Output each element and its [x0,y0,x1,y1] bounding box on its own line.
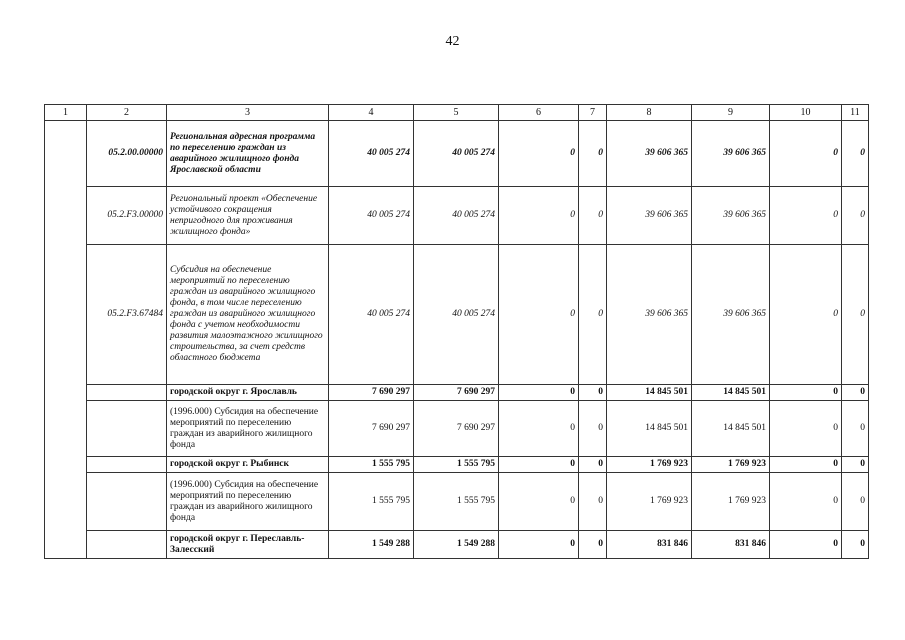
item-name: Региональная адресная программа по переселению граждан из аварийного жилищного фонда Ярославской области [167,121,329,187]
budget-code: 05.2.00.00000 [87,121,167,187]
amount-cell: 0 [499,531,579,559]
table-row [45,245,869,385]
amount-cell: 0 [770,187,842,245]
table-row [45,121,869,187]
budget-code [87,531,167,559]
column-header: 1 [45,105,87,121]
amount-cell: 0 [842,473,869,531]
amount-cell: 7 690 297 [329,401,414,457]
table-row [45,531,869,559]
amount-cell: 0 [579,187,607,245]
column-header: 4 [329,105,414,121]
table-row [45,473,869,531]
amount-cell: 0 [770,457,842,473]
amount-cell: 14 845 501 [607,401,692,457]
amount-cell: 39 606 365 [692,121,770,187]
amount-cell: 0 [770,385,842,401]
amount-cell: 40 005 274 [329,121,414,187]
budget-table [44,104,869,559]
column-header: 3 [167,105,329,121]
table-row [45,187,869,245]
amount-cell: 0 [770,531,842,559]
amount-cell: 39 606 365 [607,121,692,187]
column-header: 9 [692,105,770,121]
amount-cell: 14 845 501 [692,385,770,401]
table-row [45,385,869,401]
table-row [45,401,869,457]
table-body [45,105,869,559]
column-header: 6 [499,105,579,121]
amount-cell: 0 [770,245,842,385]
item-name: Субсидия на обеспечение мероприятий по переселению граждан из аварийного жилищного фонда, в том числе переселению граждан из аварийного жилищного фонда с учетом необходимости развития малоэтажного жилищного строительства, за счет средств областного бюджета [167,245,329,385]
item-name: городской округ г. Ярославль [167,385,329,401]
amount-cell: 0 [770,121,842,187]
column-header: 8 [607,105,692,121]
amount-cell: 1 769 923 [607,473,692,531]
amount-cell: 0 [579,401,607,457]
amount-cell: 1 555 795 [414,473,499,531]
amount-cell: 0 [842,121,869,187]
amount-cell: 0 [770,401,842,457]
budget-code: 05.2.F3.00000 [87,187,167,245]
budget-code: 05.2.F3.67484 [87,245,167,385]
amount-cell: 1 549 288 [329,531,414,559]
amount-cell: 39 606 365 [607,187,692,245]
item-name: (1996.000) Субсидия на обеспечение мероприятий по переселению граждан из аварийного жилищного фонда [167,473,329,531]
item-name: (1996.000) Субсидия на обеспечение мероприятий по переселению граждан из аварийного жилищного фонда [167,401,329,457]
row-number-cell [45,121,87,559]
amount-cell: 1 555 795 [414,457,499,473]
amount-cell: 1 555 795 [329,473,414,531]
item-name: городской округ г. Переславль-Залесский [167,531,329,559]
amount-cell: 831 846 [607,531,692,559]
amount-cell: 7 690 297 [414,385,499,401]
amount-cell: 0 [499,401,579,457]
page-number: 42 [445,34,460,49]
amount-cell: 39 606 365 [692,187,770,245]
amount-cell: 1 769 923 [692,473,770,531]
amount-cell: 40 005 274 [329,187,414,245]
amount-cell: 0 [499,385,579,401]
amount-cell: 0 [842,245,869,385]
amount-cell: 0 [579,457,607,473]
column-header: 2 [87,105,167,121]
amount-cell: 7 690 297 [329,385,414,401]
amount-cell: 14 845 501 [607,385,692,401]
amount-cell: 0 [579,245,607,385]
budget-code [87,473,167,531]
amount-cell: 1 549 288 [414,531,499,559]
table-row [45,457,869,473]
amount-cell: 0 [499,245,579,385]
column-header: 11 [842,105,869,121]
budget-code [87,457,167,473]
amount-cell: 0 [842,457,869,473]
budget-code [87,401,167,457]
amount-cell: 39 606 365 [607,245,692,385]
amount-cell: 0 [842,401,869,457]
amount-cell: 0 [499,187,579,245]
column-header: 7 [579,105,607,121]
item-name: Региональный проект «Обеспечение устойчивого сокращения непригодного для проживания жилищного фонда» [167,187,329,245]
amount-cell: 40 005 274 [414,121,499,187]
amount-cell: 0 [499,121,579,187]
header-row [45,105,869,121]
budget-code [87,385,167,401]
amount-cell: 831 846 [692,531,770,559]
amount-cell: 0 [499,457,579,473]
amount-cell: 0 [770,473,842,531]
amount-cell: 0 [579,473,607,531]
amount-cell: 0 [579,121,607,187]
amount-cell: 40 005 274 [329,245,414,385]
amount-cell: 0 [842,385,869,401]
amount-cell: 0 [842,187,869,245]
amount-cell: 0 [499,473,579,531]
amount-cell: 40 005 274 [414,245,499,385]
amount-cell: 1 555 795 [329,457,414,473]
amount-cell: 14 845 501 [692,401,770,457]
amount-cell: 40 005 274 [414,187,499,245]
amount-cell: 0 [579,385,607,401]
amount-cell: 7 690 297 [414,401,499,457]
amount-cell: 39 606 365 [692,245,770,385]
amount-cell: 0 [842,531,869,559]
item-name: городской округ г. Рыбинск [167,457,329,473]
amount-cell: 0 [579,531,607,559]
column-header: 10 [770,105,842,121]
amount-cell: 1 769 923 [607,457,692,473]
amount-cell: 1 769 923 [692,457,770,473]
column-header: 5 [414,105,499,121]
